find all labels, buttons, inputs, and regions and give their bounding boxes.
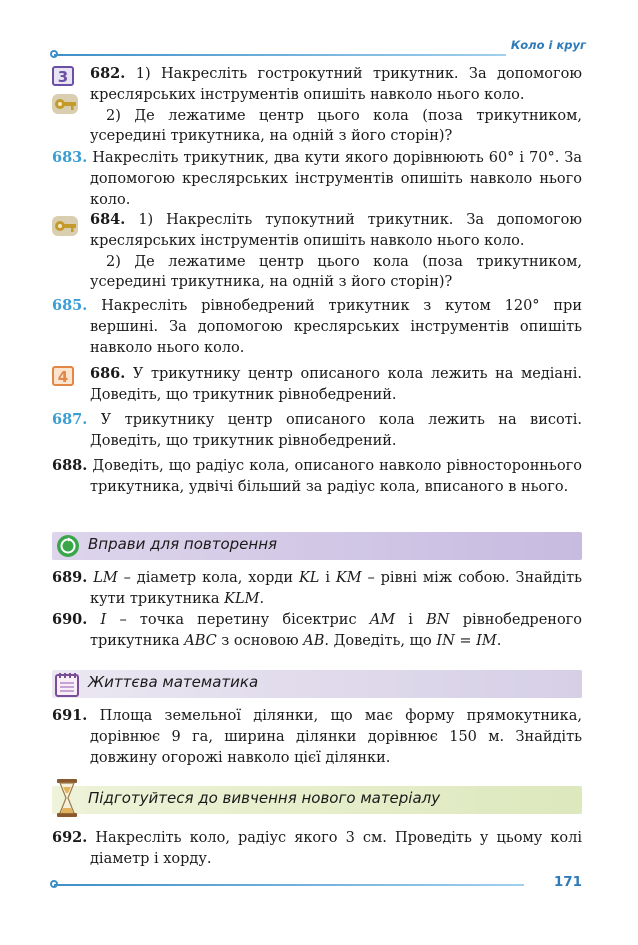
problem-text: Доведіть, що радіус кола, описаного навколо рівностороннього трикутника, удвічі більший за радіус кола, вписаного в нього. [90,458,582,495]
problem-687 [52,410,582,452]
problem-number: 692. [52,829,88,846]
section-prepare [52,786,582,814]
running-title: Коло і круг [510,38,586,52]
problem-689: 689. LM – діаметр кола, хорди KL і KM – рівні між собою. Знайдіть кути трикутника KLM. [52,569,583,607]
problem-number: 686. [90,365,126,382]
problem-688 [52,456,582,498]
problem-text: Накресліть трикутник, два кути якого дорівнюють 60° і 70°. За допомогою креслярських інструментів опишіть навколо нього коло. [90,150,582,208]
problem-number: 688. [52,457,88,474]
problem-number: 687. [52,411,88,428]
problem-number: 689. [52,569,88,586]
problem-692 [52,828,582,870]
header-rule [54,54,506,56]
problem-subpart: 2) Де лежатиме центр цього кола (поза трикутником, усередині трикутника, на одній з його сторін)? [90,253,582,291]
problem-text: 1) Накресліть тупокутний трикутник. За допомогою креслярських інструментів опишіть навколо нього коло. [90,212,583,249]
problem-subpart: 2) Де лежатиме центр цього кола (поза трикутником, усередині трикутника, на одній з його сторін)? [90,107,582,145]
problem-number: 683. [52,149,88,166]
problem-number: 682. [90,65,126,82]
hourglass-icon [56,778,78,818]
problem-number: 690. [52,611,88,628]
problem-number: 691. [52,707,88,724]
problem-684 [90,210,582,293]
problem-number: 685. [52,297,88,314]
problem-text: Накресліть коло, радіус якого 3 см. Проведіть у цьому колі діаметр і хорду. [90,830,582,867]
problem-683 [52,148,582,210]
problem-text: Накресліть рівнобедрений трикутник з кутом 120° при вершині. За допомогою креслярських інструментів опишіть навколо нього коло. [90,298,583,356]
problem-text: Площа земельної ділянки, що має форму прямокутника, дорівнює 9 га, ширина ділянки дорівнює 150 м. Знайдіть довжину огорожі навколо цієї ділянки. [90,708,582,766]
level-4-badge: 4 [52,366,74,386]
footer-rule [54,884,524,886]
problem-text: 1) Накресліть гострокутний трикутник. За допомогою креслярських інструментів опишіть навколо нього коло. [90,66,582,103]
section-life-math [52,670,582,698]
problem-number: 684. [90,211,126,228]
notepad-icon [54,671,80,697]
problem-686 [90,364,582,406]
key-icon [50,214,80,238]
problem-text: У трикутнику центр описаного кола лежить на медіані. Доведіть, що трикутник рівнобедрений. [90,366,582,403]
section-title: Вправи для повторення [88,535,278,553]
problem-685 [52,296,583,358]
section-title: Життєва математика [88,673,259,691]
section-title: Підготуйтеся до вивчення нового матеріалу [88,789,441,807]
problem-682 [90,64,582,147]
problem-text: У трикутнику центр описаного кола лежить на висоті. Доведіть, що трикутник рівнобедрений. [90,412,582,449]
problem-691 [52,706,582,768]
problem-690: 690. I – точка перетину бісектрис AM і BN рівнобедреного трикутника ABC з основою AB. Доведіть, що IN = IM. [52,611,582,649]
repeat-icon [56,534,80,558]
page-number: 171 [553,874,582,890]
section-review [52,532,582,560]
key-icon [50,92,80,116]
level-3-badge: 3 [52,66,74,86]
